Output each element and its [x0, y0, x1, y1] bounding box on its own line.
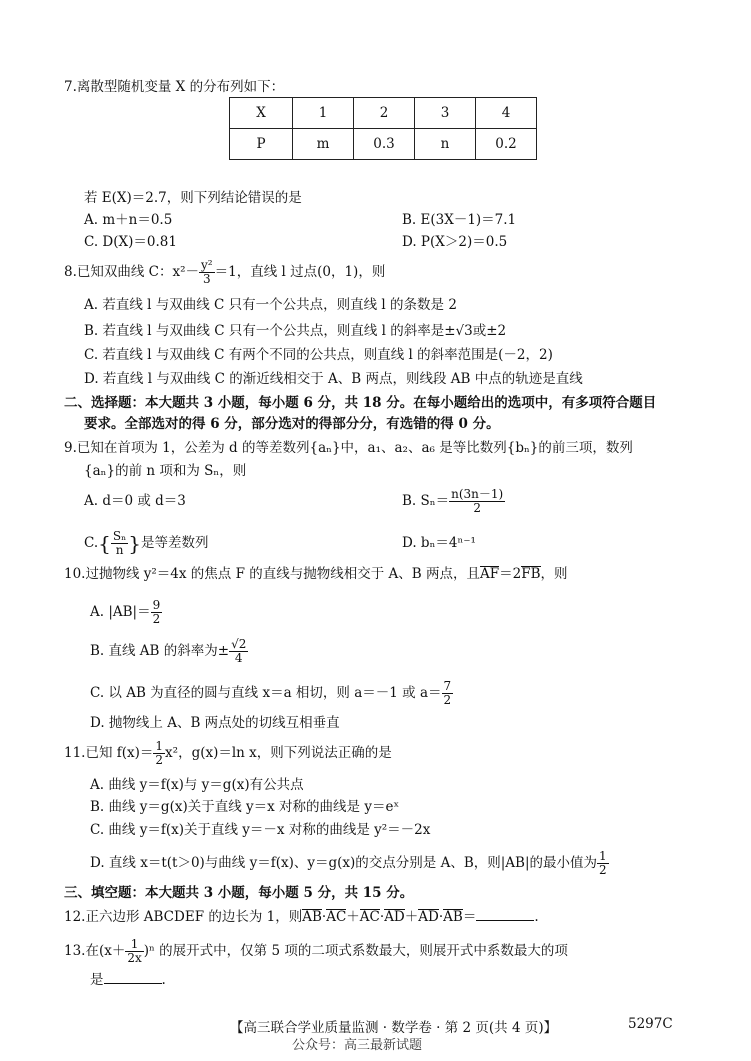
fraction-num: 1 — [599, 849, 607, 863]
q11-option-a: A. 曲线 y＝f(x)与 y＝g(x)有公共点 — [90, 777, 304, 793]
q7-option-b: B. E(3X－1)＝7.1 — [402, 212, 517, 228]
fraction-den: n — [115, 543, 124, 557]
table-cell: X — [230, 98, 293, 129]
q10-option-b — [90, 638, 248, 665]
table-cell: m — [293, 129, 354, 160]
q11-d-fraction — [597, 850, 609, 877]
q13-line2 — [90, 970, 166, 989]
dot-operator: · — [321, 909, 327, 925]
q13-fraction — [125, 938, 143, 965]
vector-ad: AD — [418, 909, 439, 925]
q13-power: )ⁿ — [143, 943, 155, 959]
fraction-num: 9 — [152, 598, 161, 612]
q11-stem-part: x²，g(x)＝ln x，则下列说法正确的是 — [165, 745, 392, 761]
q7-option-c: C. D(X)＝0.81 — [84, 234, 177, 250]
q9-c-fraction — [111, 530, 128, 557]
q10-stem — [64, 565, 568, 583]
q10-b-prefix: B. 直线 AB 的斜率为± — [90, 643, 230, 659]
fraction-num: 1 — [155, 739, 164, 753]
q9-b-prefix: B. Sₙ＝ — [402, 493, 450, 509]
table-row — [230, 98, 537, 129]
q11-option-b: B. 曲线 y＝g(x)关于直线 y＝x 对称的曲线是 y＝eˣ — [90, 799, 400, 815]
table-row — [230, 129, 537, 160]
fraction-den: 2 — [152, 612, 161, 626]
fraction-num: 7 — [443, 679, 452, 693]
vector-ac: AC — [359, 909, 380, 925]
q12-prefix: 12.正六边形 ABCDEF 的边长为 1，则 — [64, 909, 303, 925]
fraction-den: 3 — [203, 272, 211, 286]
q8-fraction — [199, 259, 215, 286]
period: . — [534, 909, 539, 925]
q11-d-prefix: D. 直线 x＝t(t＞0)与曲线 y＝f(x)、y＝g(x)的交点分别是 A、B，则|AB|的最小值为 — [90, 855, 598, 871]
q9-stem-line2: {aₙ}的前 n 项和为 Sₙ，则 — [84, 463, 247, 479]
q9-option-a: A. d＝0 或 d＝3 — [84, 493, 186, 509]
fraction-num: n(3n－1) — [451, 487, 504, 501]
q10-stem-part: ＝2 — [499, 566, 522, 582]
answer-blank — [104, 970, 162, 984]
left-brace: { — [98, 531, 111, 556]
fraction-num: 1 — [125, 938, 143, 952]
q10-a-fraction — [151, 599, 163, 626]
q10-c-fraction — [442, 680, 454, 707]
period: . — [161, 972, 166, 988]
vector-ab: AB — [302, 909, 322, 925]
fraction-num: y² — [201, 258, 213, 272]
q10-option-a — [90, 599, 162, 626]
q11-fraction — [153, 740, 165, 767]
q7-option-a: A. m＋n＝0.5 — [84, 212, 173, 228]
q13-stem — [64, 938, 568, 965]
table-cell: 2 — [354, 98, 415, 129]
q8-stem-part: 8.已知双曲线 C：x²－ — [64, 264, 200, 280]
section2-heading-line2: 要求。全部选对的得 6 分，部分选对的得部分分，有选错的得 0 分。 — [84, 416, 500, 432]
vector-af: AF — [480, 566, 500, 582]
fraction-den: 2 — [599, 863, 607, 877]
q8-option-a: A. 若直线 l 与双曲线 C 只有一个公共点，则直线 l 的条数是 2 — [84, 297, 457, 313]
distribution-table — [229, 97, 537, 160]
fraction-den: 2 — [473, 501, 481, 515]
q9-option-d: D. bₙ＝4ⁿ⁻¹ — [402, 535, 476, 551]
q13-text: 的展开式中，仅第 5 项的二项式系数最大，则展开式中系数最大的项 — [159, 943, 568, 959]
vector-ad: AD — [384, 909, 405, 925]
q10-stem-part: 10.过抛物线 y²＝4x 的焦点 F 的直线与抛物线相交于 A、B 两点，且 — [64, 566, 480, 582]
paper-code: 5297C — [628, 1016, 673, 1032]
q7-stem: 7.离散型随机变量 X 的分布列如下： — [64, 79, 285, 95]
q10-b-fraction — [229, 638, 248, 665]
answer-blank — [476, 907, 534, 921]
table-cell: 1 — [293, 98, 354, 129]
table-cell: 3 — [415, 98, 476, 129]
q8-stem — [64, 259, 385, 286]
q8-option-d: D. 若直线 l 与双曲线 C 的渐近线相交于 A、B 两点，则线段 AB 中点的轨迹是直线 — [84, 371, 583, 387]
q11-stem — [64, 740, 392, 767]
q10-a-prefix: A. |AB|＝ — [90, 604, 151, 620]
section3-heading: 三、填空题：本大题共 3 小题，每小题 5 分，共 15 分。 — [64, 885, 414, 901]
q10-stem-part: ，则 — [540, 566, 568, 582]
watermark-text: 公众号：高三最新试题 — [292, 1038, 423, 1053]
q13-line2-text: 是 — [90, 972, 104, 988]
plus-operator: ＋ — [404, 909, 419, 925]
table-cell: 0.3 — [354, 129, 415, 160]
q9-c-prefix: C. — [84, 535, 99, 551]
q8-option-b: B. 若直线 l 与双曲线 C 只有一个公共点，则直线 l 的斜率是±√3或±2 — [84, 323, 507, 339]
fraction-den: 2 — [155, 753, 164, 767]
table-cell: 0.2 — [476, 129, 537, 160]
vector-ac: AC — [326, 909, 347, 925]
plus-operator: ＋ — [346, 909, 360, 925]
fraction-den: 2 — [443, 693, 452, 707]
q7-option-d: D. P(X＞2)＝0.5 — [402, 234, 508, 250]
table-cell: P — [230, 129, 293, 160]
dot-operator: · — [438, 909, 444, 925]
q9-option-c — [84, 530, 209, 557]
table-cell: n — [415, 129, 476, 160]
q7-condition: 若 E(X)＝2.7，则下列结论错误的是 — [84, 190, 302, 206]
q12-stem — [64, 907, 539, 926]
vector-fb: FB — [521, 566, 541, 582]
q8-stem-part: ＝1，直线 l 过点(0，1)，则 — [214, 264, 386, 280]
q11-option-d — [90, 850, 609, 877]
fraction-num: √2 — [231, 637, 247, 651]
q11-option-c: C. 曲线 y＝f(x)关于直线 y＝－x 对称的曲线是 y²＝－2x — [90, 822, 431, 838]
vector-ab: AB — [443, 909, 463, 925]
q10-option-c — [90, 680, 453, 707]
page-footer: 【高三联合学业质量监测 · 数学卷 · 第 2 页(共 4 页)】 — [230, 1020, 558, 1036]
q10-option-d: D. 抛物线上 A、B 两点处的切线互相垂直 — [90, 715, 340, 731]
fraction-den: 4 — [234, 651, 243, 665]
q10-c-prefix: C. 以 AB 为直径的圆与直线 x＝a 相切，则 a＝－1 或 a＝ — [90, 685, 442, 701]
q13-prefix: 13.在(x＋ — [64, 943, 126, 959]
section2-heading-line1: 二、选择题：本大题共 3 小题，每小题 6 分，共 18 分。在每小题给出的选项中，有多项符合题目 — [64, 395, 657, 411]
q9-option-b — [402, 488, 505, 515]
q9-b-fraction — [449, 488, 505, 515]
q9-c-suffix: 是等差数列 — [141, 535, 209, 551]
dot-operator: · — [379, 909, 385, 925]
right-brace: } — [128, 531, 142, 556]
q11-stem-part: 11.已知 f(x)＝ — [64, 745, 154, 761]
table-cell: 4 — [476, 98, 537, 129]
fraction-num: Sₙ — [112, 529, 127, 543]
q9-stem-line1: 9.已知在首项为 1，公差为 d 的等差数列{aₙ}中，a₁、a₂、a₆ 是等比数列{bₙ}的前三项，数列 — [64, 440, 633, 456]
equals-sign: ＝ — [462, 909, 477, 925]
q8-option-c: C. 若直线 l 与双曲线 C 有两个不同的公共点，则直线 l 的斜率范围是(－2，2) — [84, 347, 553, 363]
fraction-den: 2x — [127, 951, 142, 965]
